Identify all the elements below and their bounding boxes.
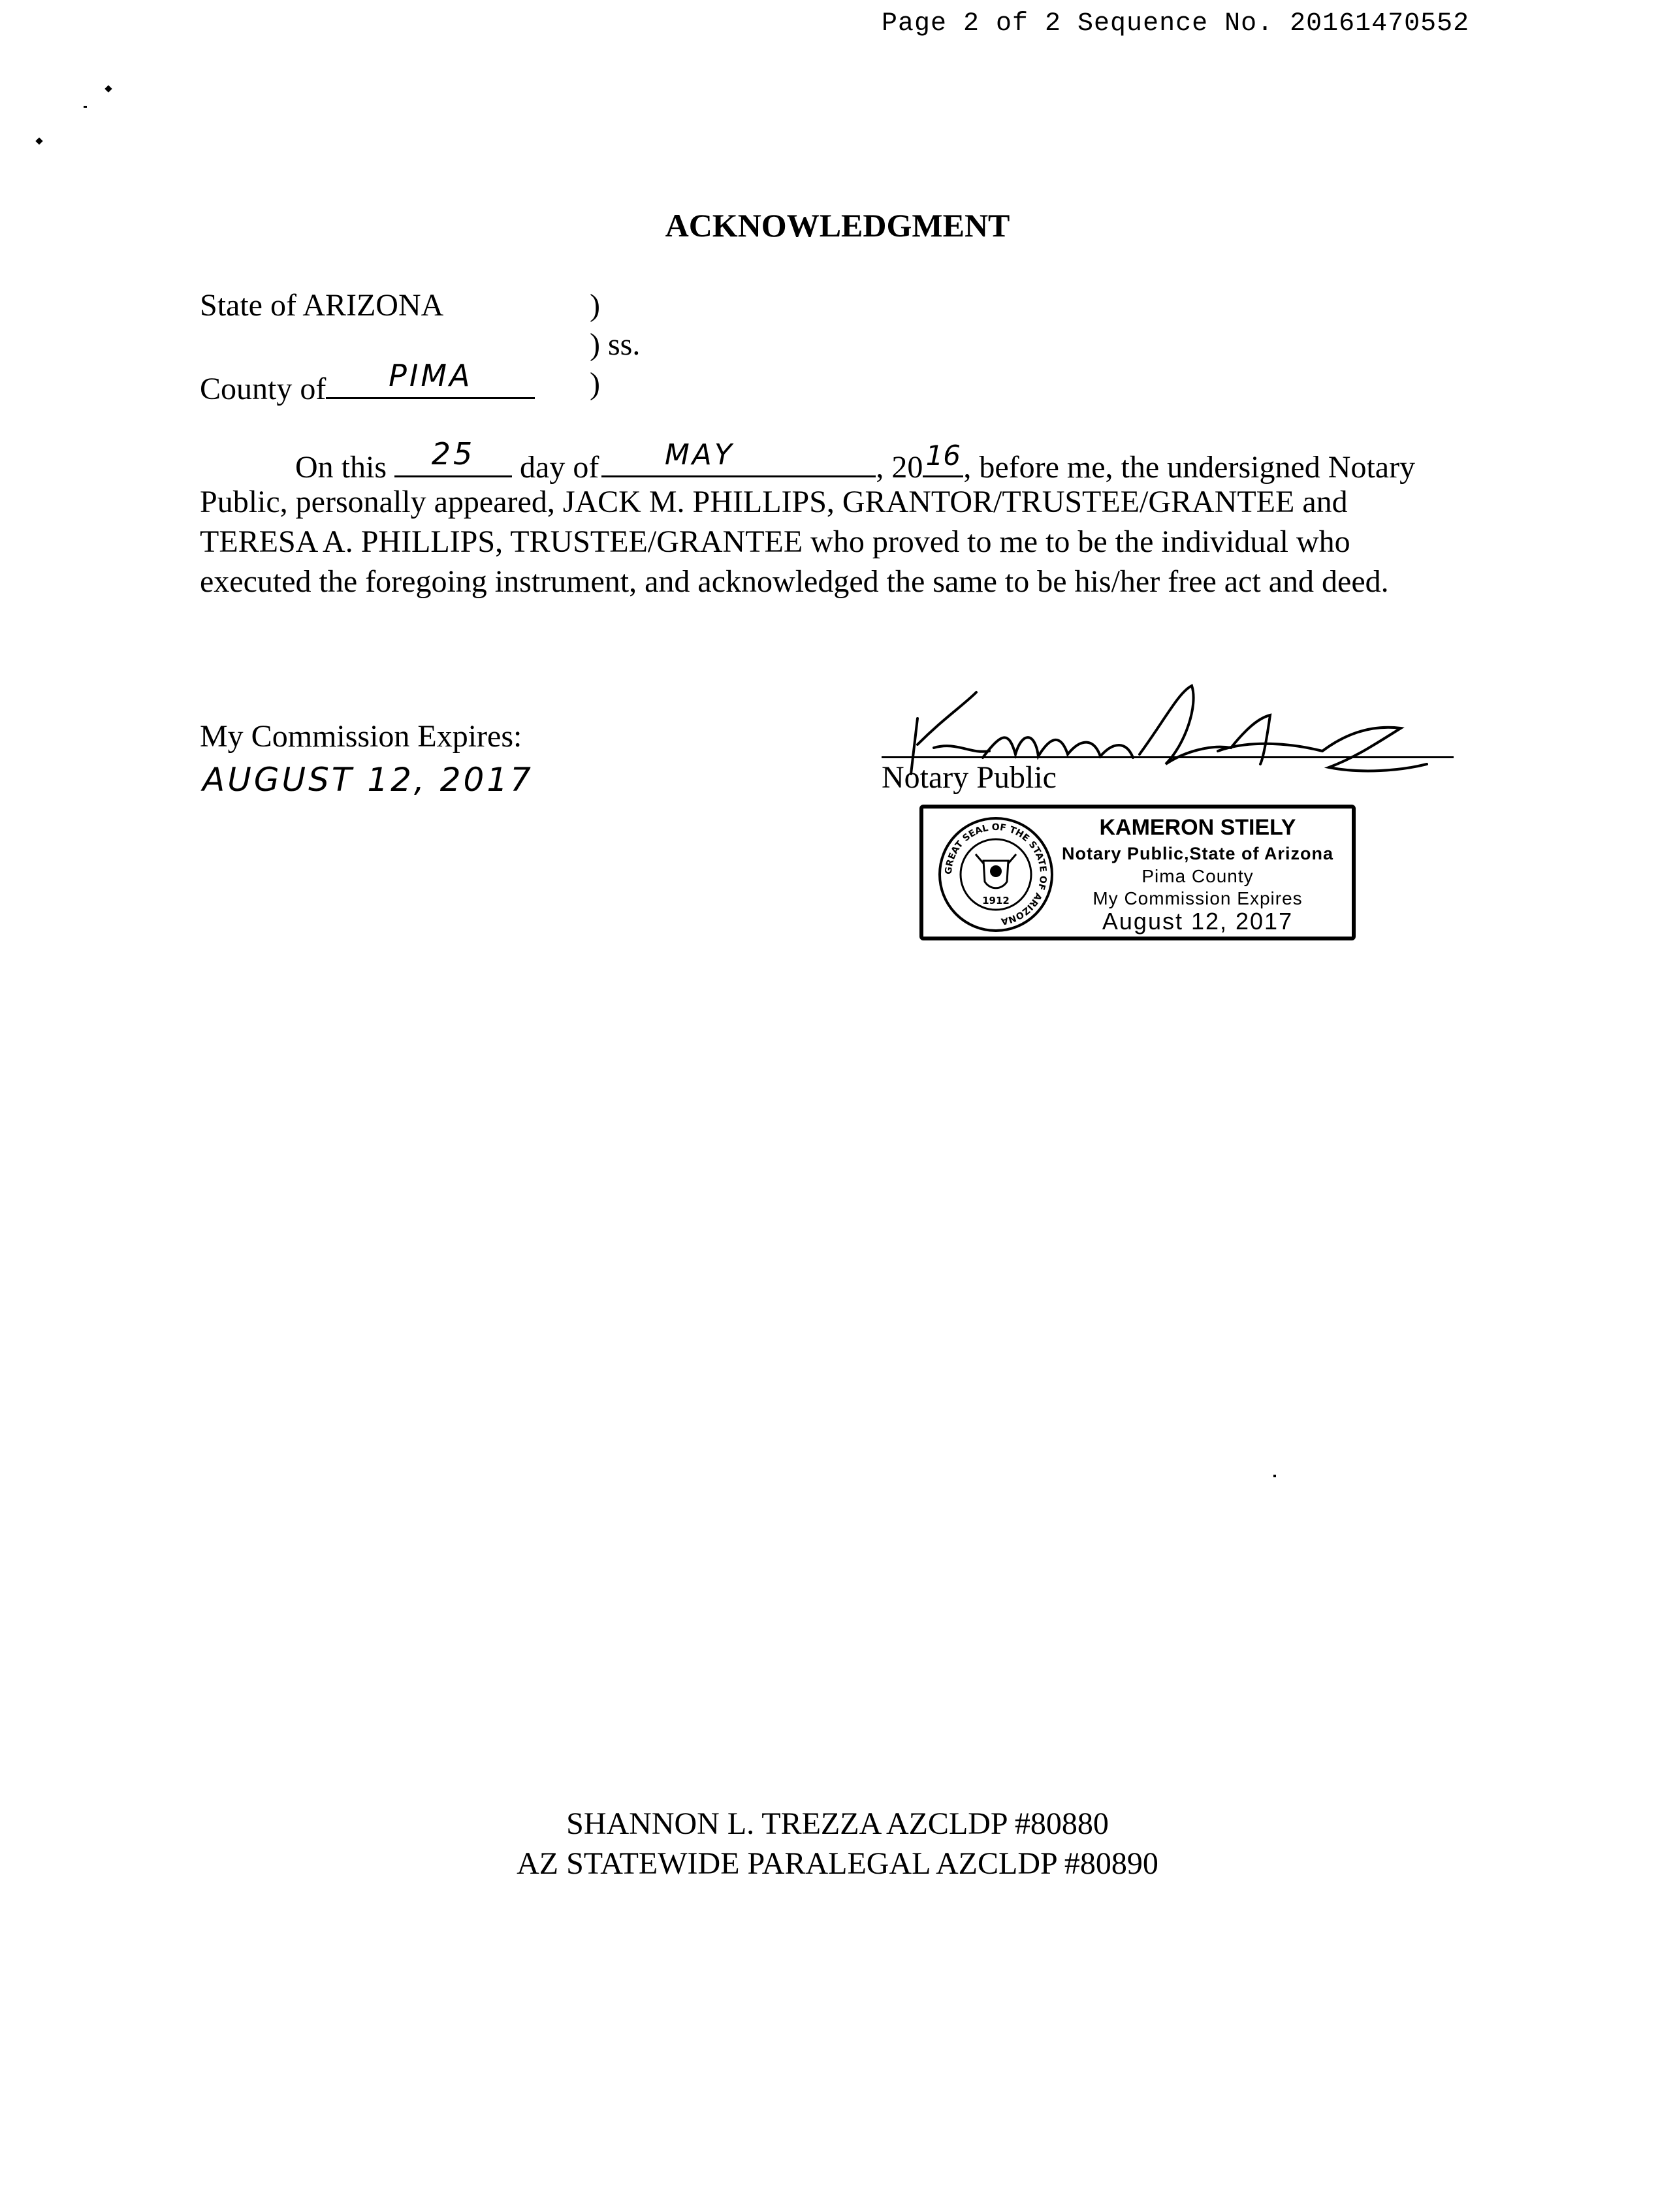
venue-ss: ) ss.: [590, 327, 641, 362]
county-label: County of: [200, 372, 327, 406]
day-blank: [394, 436, 512, 477]
day-of-text: day of: [520, 450, 599, 485]
preparer-line-2: AZ STATEWIDE PARALEGAL AZCLDP #80890: [517, 1846, 1158, 1881]
venue-paren: ): [590, 288, 600, 323]
commission-expires-label: My Commission Expires:: [200, 719, 522, 754]
notary-stamp: [919, 805, 1356, 940]
month-handwritten: MAY: [664, 438, 735, 472]
scan-speck: [104, 85, 112, 92]
year-prefix-text: , 20: [876, 450, 923, 485]
state-seal: [936, 815, 1055, 934]
scan-speck: [35, 137, 42, 144]
page-header: Page 2 of 2 Sequence No. 20161470552: [882, 9, 1470, 39]
acknowledgment-line-2: Public, personally appeared, JACK M. PHILLIPS, GRANTOR/TRUSTEE/GRANTEE and: [200, 485, 1348, 519]
acknowledgment-line-3: TERESA A. PHILLIPS, TRUSTEE/GRANTEE who proved to me to be the individual who: [200, 524, 1350, 559]
county-blank: [326, 358, 535, 399]
seal-year: 1912: [982, 895, 1010, 906]
state-label: State of ARIZONA: [200, 288, 444, 323]
stamp-county: Pima County: [1141, 866, 1254, 886]
preparer-line-1: SHANNON L. TREZZA AZCLDP #80880: [566, 1806, 1109, 1841]
signature-line: [882, 756, 1454, 758]
seal-text: GREAT SEAL OF THE STATE OF ARIZONA: [943, 822, 1049, 927]
stamp-notary-name: KAMERON STIELY: [1099, 815, 1296, 840]
venue-paren: ): [590, 366, 600, 401]
day-handwritten: 25: [431, 436, 475, 472]
scan-speck: [1273, 1475, 1276, 1477]
acknowledgment-line-1: [295, 436, 1416, 485]
month-blank: [601, 438, 876, 477]
acknowledgment-line-4: executed the foregoing instrument, and acknowledged the same to be his/her free act and deed.: [200, 564, 1389, 599]
commission-expires-handwritten: AUGUST 12, 2017: [202, 761, 534, 799]
notary-public-label: Notary Public: [882, 760, 1057, 795]
county-line: [200, 358, 535, 407]
scan-speck: [84, 106, 87, 108]
stamp-notary-role: Notary Public,State of Arizona: [1061, 844, 1334, 863]
line1-rest-text: , before me, the undersigned Notary: [963, 450, 1416, 485]
stamp-expires-label: My Commission Expires: [1093, 888, 1303, 908]
document-title: ACKNOWLEDGMENT: [665, 207, 1010, 244]
county-handwritten: PIMA: [389, 358, 473, 393]
year-blank: [923, 440, 963, 477]
year-handwritten: 16: [925, 440, 961, 472]
stamp-expires-date: August 12, 2017: [1102, 908, 1294, 935]
on-this-text: On this: [295, 450, 387, 485]
